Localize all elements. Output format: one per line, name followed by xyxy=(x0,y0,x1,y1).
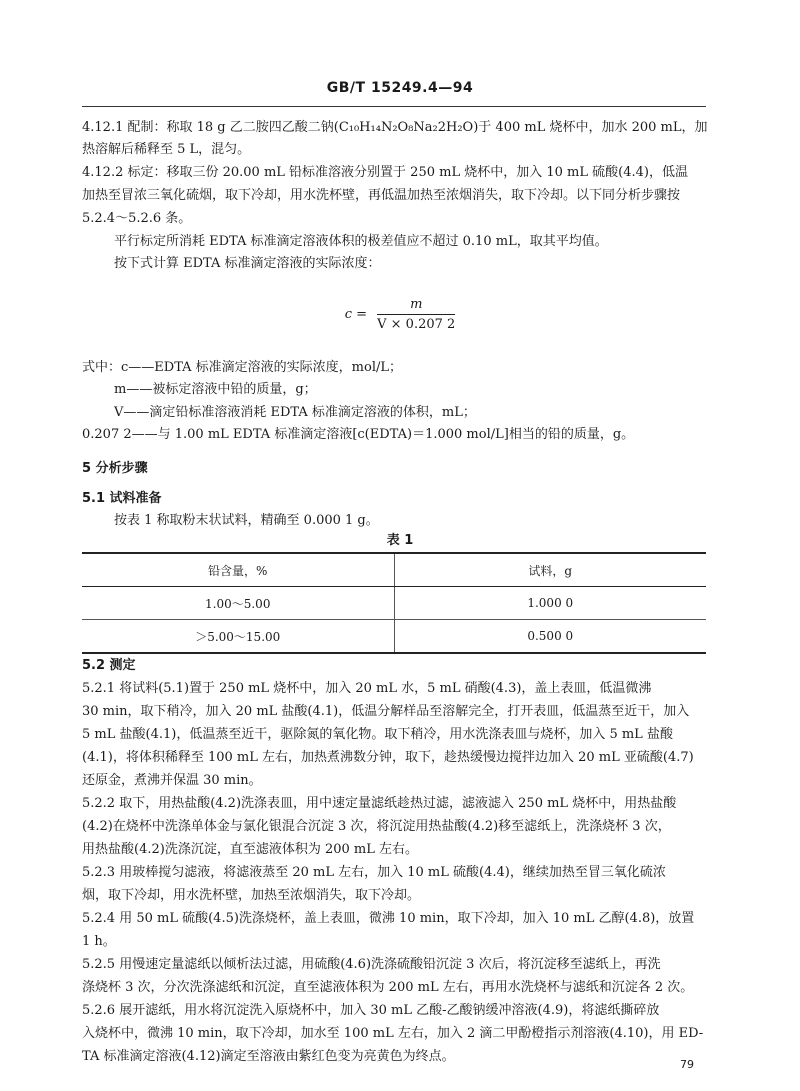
text-line: V——滴定铅标准溶液消耗 EDTA 标准滴定溶液的体积，mL； xyxy=(114,405,476,420)
formula-lhs: c = xyxy=(344,307,367,322)
text-line: 5.2.6 展开滤纸，用水将沉淀洗入原烧杯中，加入 30 mL 乙酸-乙酸钠缓冲溶液(4.9)，将滤纸撕碎放 xyxy=(82,1003,660,1018)
text-line: 30 min，取下稍冷，加入 20 mL 盐酸(4.1)，低温分解样品至溶解完全，打开表皿，低温蒸至近干，加入 xyxy=(82,704,690,719)
text-line: 烟，取下冷却，用水洗杯壁，加热至浓烟消失，取下冷却。 xyxy=(82,888,421,903)
table-row xyxy=(82,620,706,654)
text-line: 热溶解后稀释至 5 L，混匀。 xyxy=(82,142,251,157)
text-line: 加热至冒浓三氧化硫烟，取下冷却，用水洗杯壁，再低温加热至浓烟消失，取下冷却。以下同分析步骤按 xyxy=(82,188,681,203)
text-line: 0.207 2——与 1.00 mL EDTA 标准滴定溶液[c(EDTA)＝1.000 mol/L]相当的铅的质量，g。 xyxy=(82,427,635,442)
text-line: 5 分析步骤 xyxy=(82,461,148,476)
table-header-cell: 试料，g xyxy=(394,553,706,587)
text-line: 按表 1 称取粉末状试料，精确至 0.000 1 g。 xyxy=(114,513,379,528)
text-line: 入烧杯中，微沸 10 min，取下冷却，加水至 100 mL 左右，加入 2 滴二甲酚橙指示剂溶液(4.10)，用 ED- xyxy=(82,1026,704,1041)
text-line: 涤烧杯 3 次，分次洗涤滤纸和沉淀，直至滤液体积为 200 mL 左右，再用水洗烧杯与滤纸和沉淀各 2 次。 xyxy=(82,980,694,995)
text-line: 5.2.2 取下，用热盐酸(4.2)洗涤表皿，用中速定量滤纸趁热过滤，滤液滤入 250 mL 烧杯中，用热盐酸 xyxy=(82,796,677,811)
text-line: 5.2.4 用 50 mL 硫酸(4.5)洗涤烧杯，盖上表皿，微沸 10 min，取下冷却，加入 10 mL 乙醇(4.8)，放置 xyxy=(82,911,695,926)
text-line: 4.12.1 配制：称取 18 g 乙二胺四乙酸二钠(C₁₀H₁₄N₂O₈Na₂2H₂O)于 400 mL 烧杯中，加水 200 mL，加 xyxy=(82,120,708,135)
table-cell: 1.000 0 xyxy=(394,587,706,620)
table-title: 表 1 xyxy=(386,533,414,548)
text-line: 还原金，煮沸并保温 30 min。 xyxy=(82,773,262,788)
header-rule xyxy=(82,106,706,107)
text-line: TA 标准滴定溶液(4.12)滴定至溶液由紫红色变为亮黄色为终点。 xyxy=(82,1049,455,1064)
text-line: 5.2.5 用慢速定量滤纸以倾析法过滤，用硫酸(4.6)洗涤硫酸铅沉淀 3 次后，将沉淀移至滤纸上，再洗 xyxy=(82,957,661,972)
text-line: 4.12.2 标定：移取三份 20.00 mL 铅标准溶液分别置于 250 mL 烧杯中，加入 10 mL 硫酸(4.4)，低温 xyxy=(82,165,688,180)
text-line: 按下式计算 EDTA 标准滴定溶液的实际浓度： xyxy=(114,256,381,271)
text-line: 1 h。 xyxy=(82,934,116,949)
text-line: 5.2.1 将试料(5.1)置于 250 mL 烧杯中，加入 20 mL 水，5 mL 硝酸(4.3)，盖上表皿，低温微沸 xyxy=(82,681,652,696)
text-line: (4.2)在烧杯中洗涤单体金与氯化银混合沉淀 3 次，将沉淀用热盐酸(4.2)移至滤纸上，洗涤烧杯 3 次， xyxy=(82,819,671,834)
table-header-row xyxy=(82,553,706,587)
text-line: 用热盐酸(4.2)洗涤沉淀，直至滤液体积为 200 mL 左右。 xyxy=(82,842,418,857)
standard-header: GB/T 15249.4—94 xyxy=(326,80,474,96)
table-cell: 1.00～5.00 xyxy=(82,587,394,620)
text-line: 5.1 试料准备 xyxy=(82,491,162,506)
formula-denominator: V × 0.207 2 xyxy=(377,317,456,332)
text-line: 5.2 测定 xyxy=(82,658,136,673)
text-line: 5.2.3 用玻棒搅匀滤液，将滤液蒸至 20 mL 左右，加入 10 mL 硫酸(4.4)，继续加热至冒三氧化硫浓 xyxy=(82,865,666,880)
formula-numerator: m xyxy=(377,297,455,315)
text-line: 式中：c——EDTA 标准滴定溶液的实际浓度，mol/L； xyxy=(82,360,402,375)
table-row xyxy=(82,587,706,620)
page-number: 79 xyxy=(680,1058,694,1071)
formula-fraction xyxy=(377,297,455,332)
table-cell: 0.500 0 xyxy=(394,620,706,654)
text-line: (4.1)，将体积稀释至 100 mL 左右，加热煮沸数分钟，取下，趁热缓慢边搅拌边加入 20 mL 亚硫酸(4.7) xyxy=(82,750,694,765)
text-line: m——被标定溶液中铅的质量，g； xyxy=(114,382,317,397)
text-line: 5 mL 盐酸(4.1)，低温蒸至近干，驱除氮的氧化物。取下稍冷，用水洗涤表皿与烧杯，加入 5 mL 盐酸 xyxy=(82,727,673,742)
concentration-formula xyxy=(0,297,800,332)
text-line: 平行标定所消耗 EDTA 标准滴定溶液体积的极差值应不超过 0.10 mL，取其平均值。 xyxy=(114,234,608,249)
table-header-cell: 铅含量，% xyxy=(82,553,394,587)
sample-mass-table xyxy=(82,552,706,654)
table-cell: ＞5.00～15.00 xyxy=(82,620,394,654)
text-line: 5.2.4～5.2.6 条。 xyxy=(82,211,192,226)
